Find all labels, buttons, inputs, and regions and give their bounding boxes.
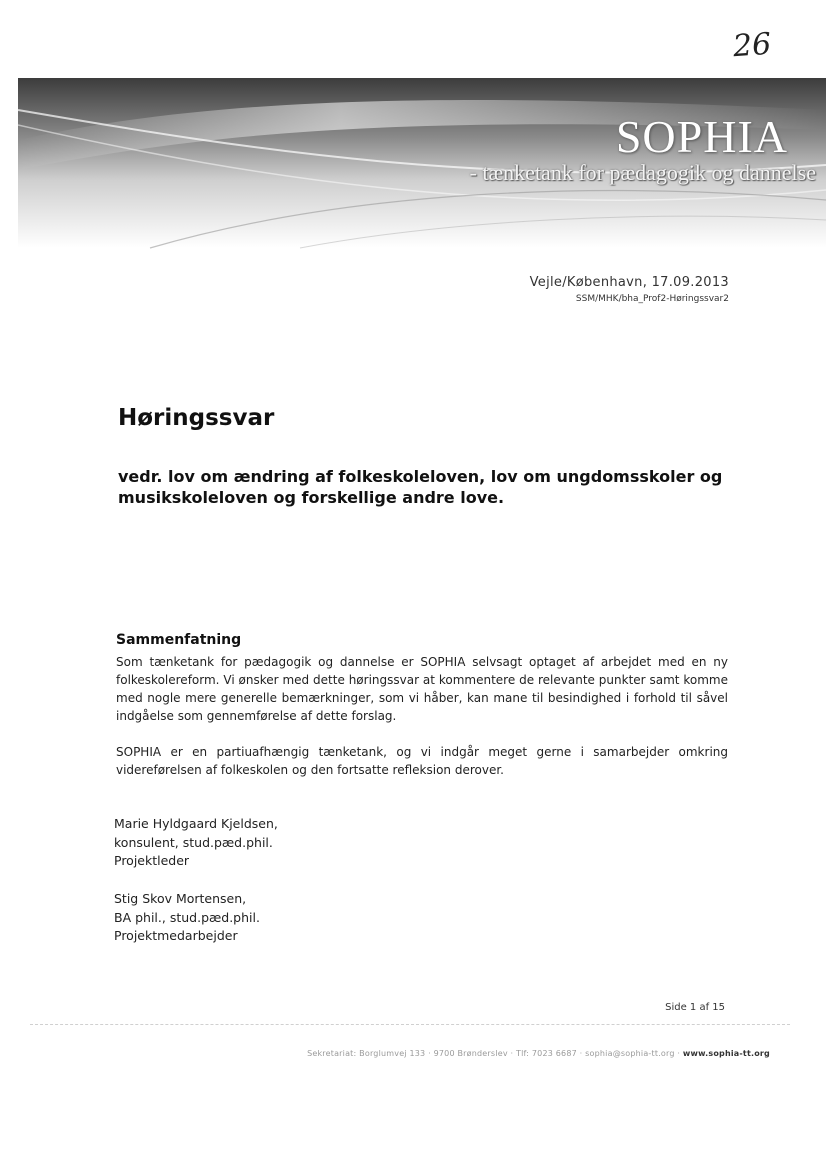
reference-line: SSM/MHK/bha_Prof2-Høringssvar2: [575, 294, 729, 304]
document-title: Høringssvar: [118, 405, 275, 431]
footer-contact: [307, 1049, 770, 1058]
summary-paragraph: Som tænketank for pædagogik og dannelse er SOPHIA selvsagt optaget af arbejdet med en ny folkeskolereform. Vi ønsker med dette høringssvar at kommentere de relevante punkter samt komme med nogle mere generelle bemærkninger, som vi håber, kan mane til besindighed i forhold til såvel indgåelse som gennemførelse af dette forslag.: [116, 655, 728, 723]
signature-name: Marie Hyldgaard Kjeldsen,: [114, 816, 278, 831]
summary-paragraph: SOPHIA er en partiuafhængig tænketank, og vi indgår meget gerne i samarbejder omkring videreførelsen af folkeskolen og den fortsatte refleksion derover.: [116, 745, 728, 777]
document-subject: vedr. lov om ændring af folkeskoleloven, lov om ungdomsskoler og musikskoleloven og forskellige andre love.: [118, 467, 723, 507]
logo-title: SOPHIA: [615, 111, 788, 162]
signature-credentials: BA phil., stud.pæd.phil.: [114, 909, 260, 925]
date-line: Vejle/København, 17.09.2013: [529, 275, 729, 290]
logo-subtitle: - tænketank for pædagogik og dannelse: [469, 160, 816, 185]
signature-role: Projektmedarbejder: [114, 928, 238, 943]
handwritten-page-number: 26: [731, 26, 773, 65]
signature-role: Projektleder: [114, 853, 190, 868]
signature-block: [114, 815, 278, 871]
summary-heading: Sammenfatning: [116, 632, 242, 648]
signature-name: Stig Skov Mortensen,: [114, 891, 247, 906]
page-number: Side 1 af 15: [665, 1002, 725, 1013]
footer-divider: [30, 1024, 790, 1025]
signature-block: [114, 890, 260, 946]
footer-address: Sekretariat: Borglumvej 133 · 9700 Brønderslev · Tlf: 7023 6687 · sophia@sophia-tt.org ·: [307, 1049, 681, 1058]
signature-credentials: konsulent, stud.pæd.phil.: [114, 834, 273, 850]
footer-website-link[interactable]: www.sophia-tt.org: [682, 1049, 770, 1058]
